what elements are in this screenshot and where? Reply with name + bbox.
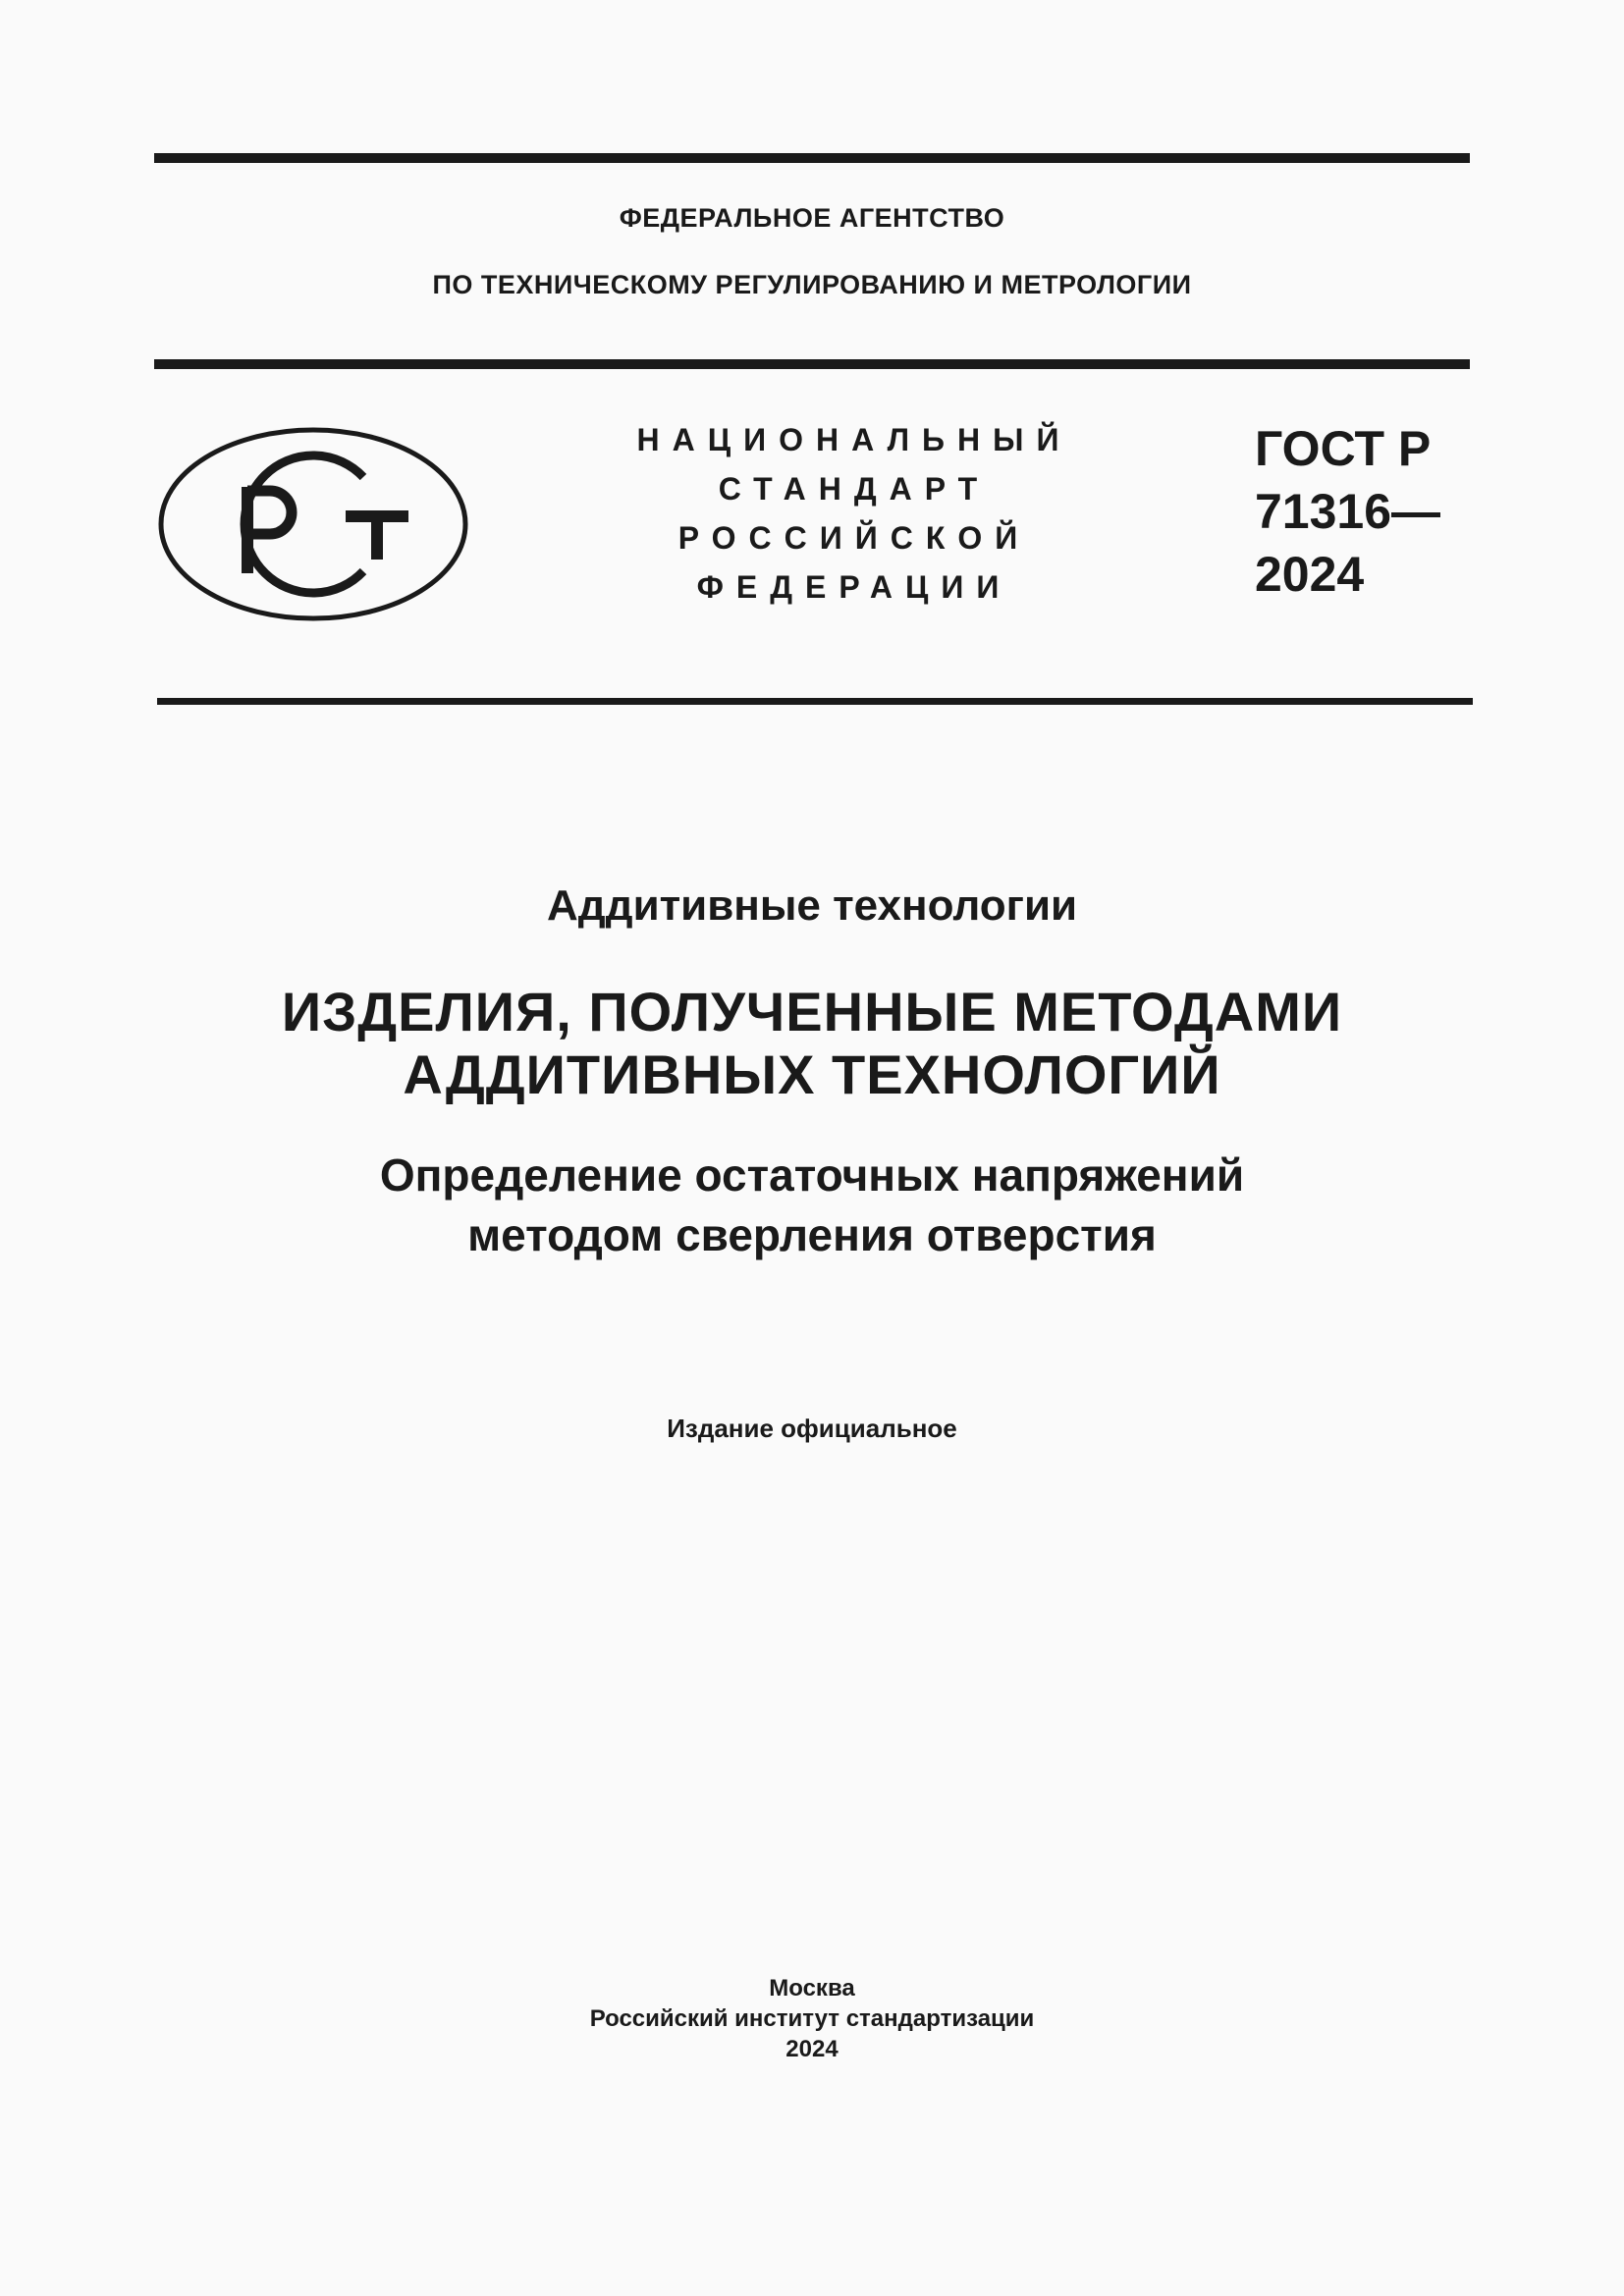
- national-standard-line-2: СТАНДАРТ: [718, 471, 991, 507]
- header-rule: [154, 359, 1470, 369]
- document-title-line-1: ИЗДЕЛИЯ, ПОЛУЧЕННЫЕ МЕТОДАМИ: [281, 981, 1343, 1042]
- document-title-line-2: АДДИТИВНЫХ ТЕХНОЛОГИЙ: [403, 1043, 1221, 1105]
- standard-code-line-2: 71316—: [1255, 484, 1441, 539]
- standard-code-line-3: 2024: [1255, 547, 1365, 602]
- publication-year: 2024: [785, 2036, 839, 2062]
- standard-code-line-1: ГОСТ Р: [1255, 421, 1432, 476]
- top-rule: [154, 153, 1470, 163]
- agency-name-line-2: ПО ТЕХНИЧЕСКОМУ РЕГУЛИРОВАНИЮ И МЕТРОЛОГИИ: [432, 270, 1192, 299]
- publication-city: Москва: [769, 1975, 855, 2002]
- edition-label: Издание официальное: [667, 1414, 957, 1443]
- agency-name-line-1: ФЕДЕРАЛЬНОЕ АГЕНТСТВО: [619, 203, 1005, 233]
- document-subtitle-line-2: методом сверления отверстия: [467, 1209, 1157, 1260]
- national-standard-line-3: РОССИЙСКОЙ: [677, 520, 1031, 556]
- national-standard-line-4: ФЕДЕРАЦИИ: [696, 569, 1012, 605]
- document-subject: Аддитивные технологии: [546, 881, 1078, 930]
- title-block-rule: [157, 698, 1473, 705]
- national-standard-line-1: НАЦИОНАЛЬНЫЙ: [636, 422, 1072, 457]
- document-subtitle-line-1: Определение остаточных напряжений: [379, 1149, 1245, 1201]
- standard-code: [1255, 417, 1440, 606]
- publisher-name: Российский институт стандартизации: [589, 2005, 1035, 2032]
- rst-certification-mark-icon: [157, 426, 469, 622]
